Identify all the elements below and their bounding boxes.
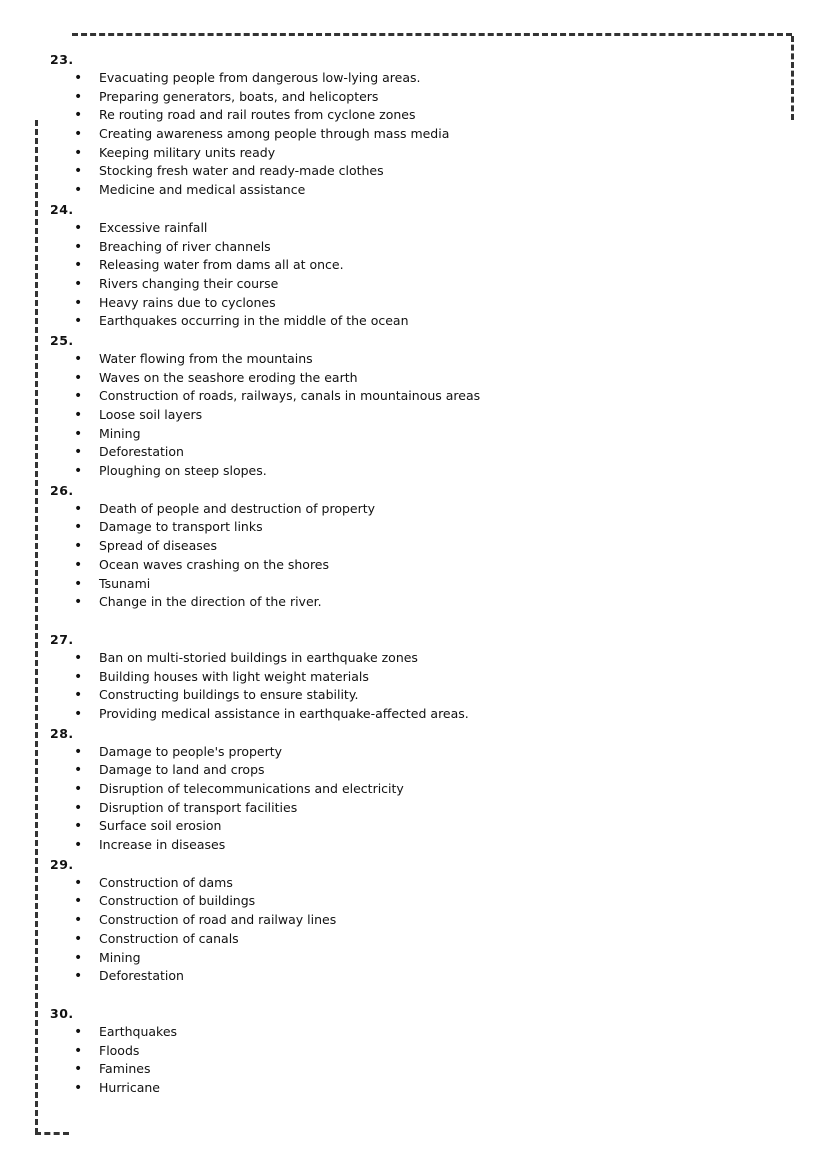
question-number: 24.	[50, 201, 74, 217]
answer-section-27	[50, 630, 770, 724]
bullet-list	[50, 69, 770, 200]
answer-section-28	[50, 724, 770, 855]
list-item: • Providing medical assistance in earthquake-affected areas.	[50, 705, 770, 724]
list-item: • Construction of dams	[50, 874, 770, 893]
list-item: • Waves on the seashore eroding the earth	[50, 369, 770, 388]
answer-section-25	[50, 331, 770, 481]
question-number: 27.	[50, 631, 74, 647]
list-item: • Re routing road and rail routes from cyclone zones	[50, 106, 770, 125]
answer-section-30	[50, 1004, 770, 1098]
list-item: • Earthquakes	[50, 1023, 770, 1042]
list-item: • Ocean waves crashing on the shores	[50, 556, 770, 575]
list-item: • Construction of canals	[50, 930, 770, 949]
list-item: • Creating awareness among people through mass media	[50, 125, 770, 144]
question-number: 26.	[50, 482, 74, 498]
list-item: • Disruption of transport facilities	[50, 799, 770, 818]
list-item: • Stocking fresh water and ready-made clothes	[50, 162, 770, 181]
list-item: • Keeping military units ready	[50, 144, 770, 163]
list-item: • Hurricane	[50, 1079, 770, 1098]
answer-section-26	[50, 481, 770, 612]
list-item: • Damage to people's property	[50, 743, 770, 762]
list-item: • Building houses with light weight materials	[50, 668, 770, 687]
list-item: • Medicine and medical assistance	[50, 181, 770, 200]
question-number: 25.	[50, 332, 74, 348]
bullet-list	[50, 649, 770, 724]
bullet-list	[50, 350, 770, 481]
question-number: 23.	[50, 52, 74, 67]
page-border-right	[791, 36, 794, 120]
bullet-list	[50, 219, 770, 331]
bullet-list	[50, 874, 770, 986]
list-item: • Deforestation	[50, 443, 770, 462]
list-item: • Loose soil layers	[50, 406, 770, 425]
list-item: • Construction of roads, railways, canals in mountainous areas	[50, 387, 770, 406]
page-border-left	[35, 120, 38, 1134]
list-item: • Construction of buildings	[50, 892, 770, 911]
list-item: • Ploughing on steep slopes.	[50, 462, 770, 481]
list-item: • Excessive rainfall	[50, 219, 770, 238]
answer-section-29	[50, 855, 770, 986]
list-item: • Surface soil erosion	[50, 817, 770, 836]
answer-section-23	[50, 50, 770, 200]
question-number: 30.	[50, 1005, 74, 1021]
list-item: • Change in the direction of the river.	[50, 593, 770, 612]
list-item: • Evacuating people from dangerous low-lying areas.	[50, 69, 770, 88]
answer-section-24	[50, 200, 770, 331]
page-border-top	[72, 33, 792, 36]
bullet-list	[50, 500, 770, 612]
list-item: • Deforestation	[50, 967, 770, 986]
list-item: • Mining	[50, 425, 770, 444]
list-item: • Mining	[50, 949, 770, 968]
list-item: • Heavy rains due to cyclones	[50, 294, 770, 313]
list-item: • Breaching of river channels	[50, 238, 770, 257]
list-item: • Construction of road and railway lines	[50, 911, 770, 930]
question-number: 29.	[50, 856, 74, 872]
bullet-list	[50, 1023, 770, 1098]
list-item: • Spread of diseases	[50, 537, 770, 556]
page-border-bottom	[35, 1132, 69, 1135]
question-number: 28.	[50, 725, 74, 741]
list-item: • Tsunami	[50, 575, 770, 594]
list-item: • Damage to land and crops	[50, 761, 770, 780]
list-item: • Rivers changing their course	[50, 275, 770, 294]
list-item: • Ban on multi-storied buildings in earthquake zones	[50, 649, 770, 668]
list-item: • Water flowing from the mountains	[50, 350, 770, 369]
list-item: • Increase in diseases	[50, 836, 770, 855]
list-item: • Earthquakes occurring in the middle of the ocean	[50, 312, 770, 331]
bullet-list	[50, 743, 770, 855]
list-item: • Damage to transport links	[50, 518, 770, 537]
list-item: • Floods	[50, 1042, 770, 1061]
list-item: • Death of people and destruction of property	[50, 500, 770, 519]
list-item: • Constructing buildings to ensure stability.	[50, 686, 770, 705]
list-item: • Releasing water from dams all at once.	[50, 256, 770, 275]
list-item: • Preparing generators, boats, and helicopters	[50, 88, 770, 107]
list-item: • Disruption of telecommunications and electricity	[50, 780, 770, 799]
answer-list	[50, 50, 770, 1098]
list-item: • Famines	[50, 1060, 770, 1079]
